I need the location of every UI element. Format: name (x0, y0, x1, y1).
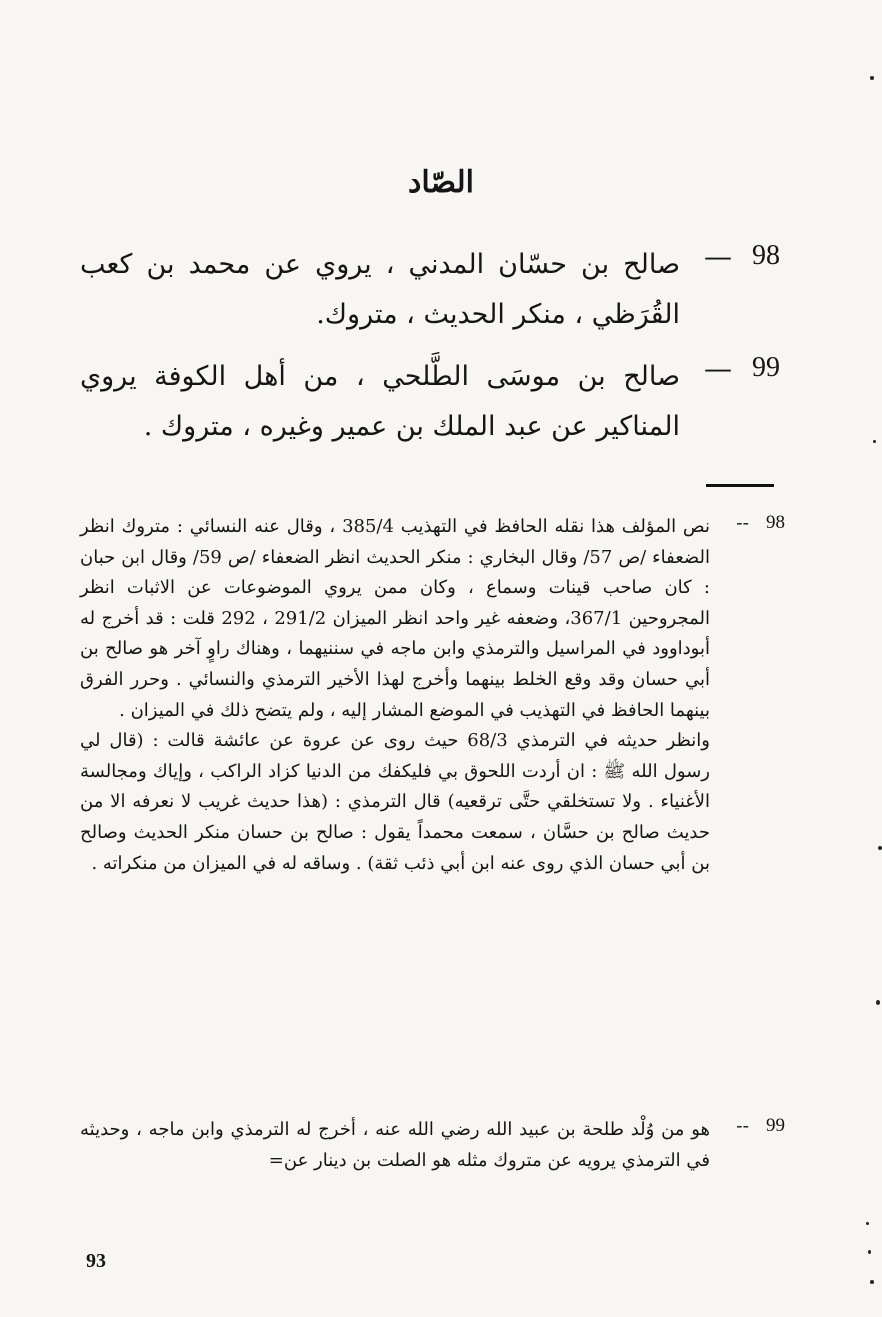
footnote-99 (80, 1115, 785, 1176)
footnote-98 (80, 512, 785, 879)
scan-speck (870, 76, 874, 80)
footnote-paragraph: نص المؤلف هذا نقله الحافظ في التهذيب 385/4 ، وقال عنه النسائي : متروك انظر الضعفاء /ص 57/ وقال البخاري : منكر الحديث انظر الضعفاء /ص 59/ وقال ابن حبان : كان صاحب قينات وسماع ، وكان ممن يروي الموضوعات عن الاثبات انظر المجروحين 367/1، وضعفه غير واحد انظر الميزان 291/2 ، 292 قلت : قد أخرج له أبوداوود في المراسيل والترمذي وابن ماجه في سننيهما ، وهناك راوٍ آخر هو صالح بن أبي حسان وقد وقع الخلط بينهما وأخرج لهذا الأخير الترمذي والنسائي . وحرر الفرق بينهما الحافظ في التهذيب في الموضع المشار إليه ، ولم يتضح ذلك في الميزان . (80, 516, 710, 721)
scan-speck (878, 846, 882, 850)
footnote-paragraph: هو من وُلْد طلحة بن عبيد الله رضي الله عنه ، أخرج له الترمذي وابن ماجه ، وحديثه في الترمذي يرويه عن متروك مثله هو الصلت بن دينار عن= (80, 1119, 710, 1171)
entry-99 (80, 352, 780, 452)
chapter-heading: الصّاد (408, 165, 474, 200)
entry-text: صالح بن حسّان المدني ، يروي عن محمد بن كعب القُرَظي ، منكر الحديث ، متروك. (80, 249, 680, 330)
entry-number: 98 (752, 240, 780, 271)
footnote-separator (706, 484, 774, 487)
footnote-paragraph: وانظر حديثه في الترمذي 68/3 حيث روى عن عروة عن عائشة قالت : (قال لي رسول الله ﷺ : ان أردت اللحوق بي فليكفك من الدنيا كزاد الراكب ، وإياك ومجالسة الأغنياء . ولا تستخلقي حتَّى ترقعيه) قال الترمذي : (هذا حديث غريب لا نعرفه الا من حديث صالح بن حسَّان ، سمعت محمداً يقول : صالح بن حسان منكر الحديث وصالح بن أبي حسان الذي روى عنه ابن أبي ذئب ثقة) . وساقه له في الميزان من منكراته . (80, 730, 710, 874)
entry-number: 99 (752, 352, 780, 383)
scan-speck (870, 1280, 874, 1284)
scan-speck (876, 1000, 880, 1005)
entry-text: صالح بن موسَى الطَّلحي ، من أهل الكوفة يروي المناكير عن عبد الملك بن عمير وغيره ، متروك . (80, 361, 680, 442)
page-number: 93 (86, 1250, 106, 1272)
scan-speck (866, 1222, 869, 1225)
scan-speck (873, 440, 876, 443)
footnote-number: 98 (766, 512, 785, 533)
footnote-dash: -- (736, 1115, 749, 1137)
footnote-number: 99 (766, 1115, 785, 1136)
scan-speck (868, 1250, 871, 1254)
entry-dash: — (704, 352, 732, 385)
entry-dash: — (704, 240, 732, 273)
footnote-dash: -- (736, 512, 749, 534)
entry-98 (80, 240, 780, 340)
